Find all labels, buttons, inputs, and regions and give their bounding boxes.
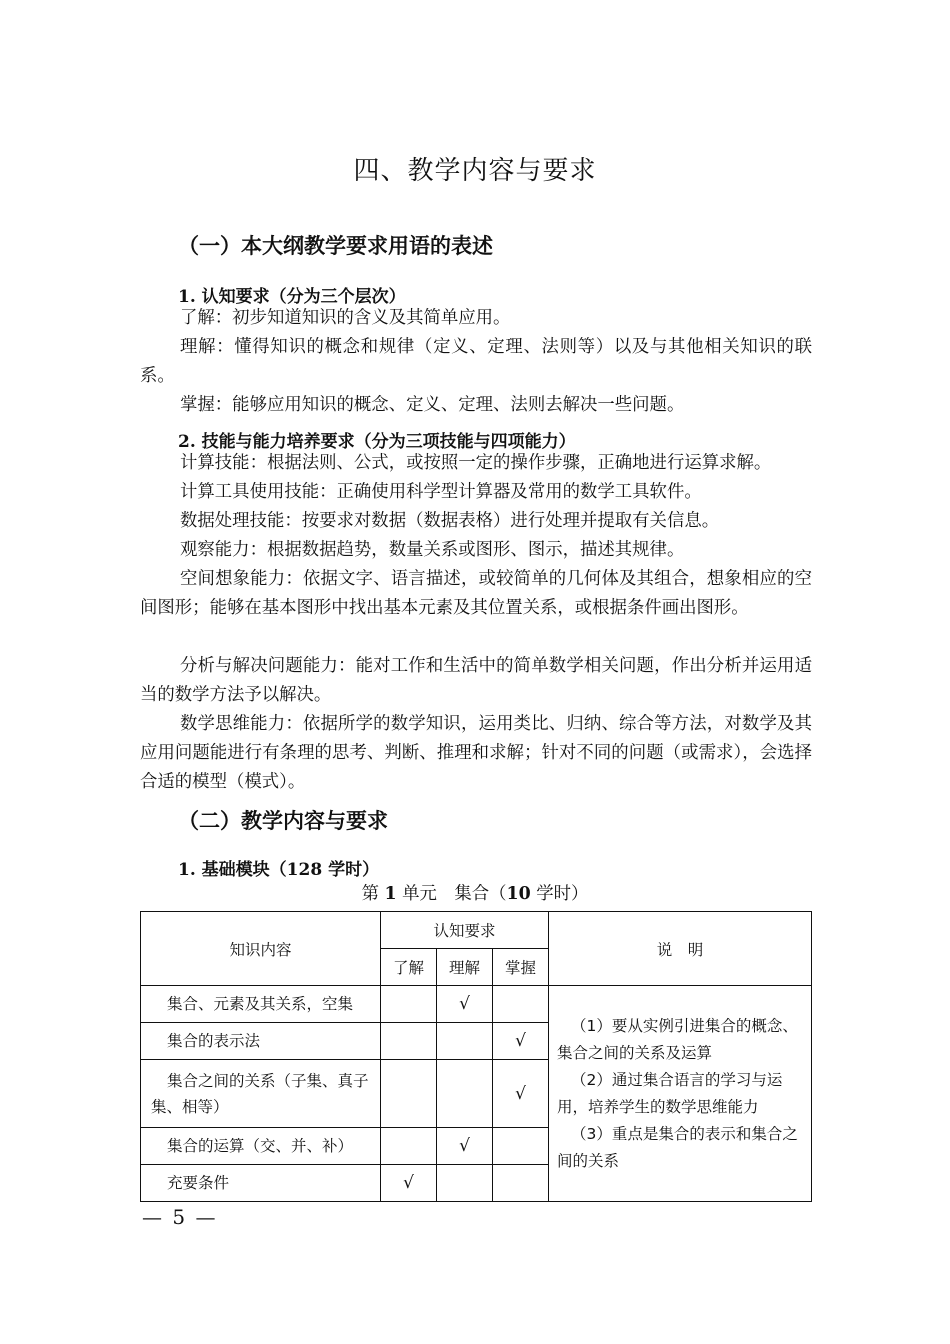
subsection-title-a: 基础模块（ — [201, 860, 287, 880]
paragraph-data-skill: 数据处理技能：按要求对数据（数据表格）进行处理并提取有关信息。 — [180, 511, 720, 531]
unit-prefix: 第 — [361, 884, 379, 904]
paragraph-problem-solving: 分析与解决问题能力：能对工作和生活中的简单数学相关问题，作出分析并运用适当的数学方法予以解决。 — [140, 656, 812, 705]
subsection-basic-module — [178, 855, 379, 880]
section-heading-1: （一）本大纲教学要求用语的表述 — [178, 234, 493, 258]
subsection-number: 1. — [178, 860, 196, 880]
row-content: 集合的运算（交、并、补） — [141, 1128, 381, 1165]
page-title: 四、教学内容与要求 — [353, 156, 597, 186]
row-content: 集合之间的关系（子集、真子集、相等） — [141, 1060, 381, 1128]
subsection-title: 技能与能力培养要求（分为三项技能与四项能力） — [201, 432, 576, 452]
unit-number: 1 — [384, 884, 397, 904]
paragraph-understand: 了解：初步知道知识的含义及其简单应用。 — [180, 308, 511, 328]
subsection-title-b: 学时） — [328, 860, 380, 880]
note-item: （1）要从实例引进集合的概念、集合之间的关系及运算 — [557, 1016, 798, 1062]
note-item: （2）通过集合语言的学习与运用，培养学生的数学思维能力 — [557, 1070, 783, 1116]
row-check-cell — [381, 986, 437, 1023]
note-item: （3）重点是集合的表示和集合之间的关系 — [557, 1124, 798, 1170]
unit-caption — [0, 879, 950, 904]
paragraph-tool-skill: 计算工具使用技能：正确使用科学型计算器及常用的数学工具软件。 — [180, 482, 702, 502]
row-check-cell — [437, 1060, 493, 1128]
header-note: 说 明 — [549, 912, 812, 986]
unit-title: 单元 集合（ — [402, 884, 507, 904]
paragraph-observation: 观察能力：根据数据趋势，数量关系或图形、图示，描述其规律。 — [180, 540, 685, 560]
paragraph-comprehend: 理解：懂得知识的概念和规律（定义、定理、法则等）以及与其他相关知识的联系。 — [140, 337, 812, 386]
header-level-understand: 了解 — [381, 949, 437, 986]
row-check-cell — [381, 1023, 437, 1060]
paragraph-spatial: 空间想象能力：依据文字、语言描述，或较简单的几何体及其组合，想象相应的空间图形；能够在基本图形中找出基本元素及其位置关系，或根据条件画出图形。 — [140, 569, 812, 618]
page-number: — 5 — — [142, 1205, 218, 1229]
header-level-master: 掌握 — [493, 949, 549, 986]
subsection-title: 认知要求（分为三个层次） — [201, 287, 406, 307]
content-table — [140, 911, 812, 1202]
row-check-cell — [437, 1023, 493, 1060]
unit-hours: 10 — [506, 884, 531, 904]
paragraph-calc-skill: 计算技能：根据法则、公式，或按照一定的操作步骤，正确地进行运算求解。 — [180, 453, 772, 473]
row-content: 集合的表示法 — [141, 1023, 381, 1060]
paragraph-master: 掌握：能够应用知识的概念、定义、定理、法则去解决一些问题。 — [180, 395, 685, 415]
header-content: 知识内容 — [141, 912, 381, 986]
check-mark: √ — [381, 1165, 437, 1202]
paragraph-thinking: 数学思维能力：依据所学的数学知识，运用类比、归纳、综合等方法，对数学及其应用问题能进行有条理的思考、判断、推理和求解；针对不同的问题（或需求），会选择合适的模型（模式）。 — [140, 714, 812, 792]
row-check-cell — [493, 1165, 549, 1202]
check-mark: √ — [437, 1128, 493, 1165]
row-check-cell — [381, 1060, 437, 1128]
section-heading-2: （二）教学内容与要求 — [178, 809, 388, 833]
row-content: 集合、元素及其关系，空集 — [141, 986, 381, 1023]
row-check-cell — [437, 1165, 493, 1202]
module-hours: 128 — [286, 860, 323, 880]
note-cell — [549, 986, 812, 1202]
subsection-number: 2. — [178, 432, 196, 452]
row-check-cell — [493, 1128, 549, 1165]
row-check-cell — [493, 986, 549, 1023]
header-cognitive: 认知要求 — [381, 912, 549, 949]
header-level-comprehend: 理解 — [437, 949, 493, 986]
unit-suffix: 学时） — [536, 884, 589, 904]
check-mark: √ — [493, 1060, 549, 1128]
row-content: 充要条件 — [141, 1165, 381, 1202]
check-mark: √ — [493, 1023, 549, 1060]
subsection-number: 1. — [178, 287, 196, 307]
row-check-cell — [381, 1128, 437, 1165]
check-mark: √ — [437, 986, 493, 1023]
